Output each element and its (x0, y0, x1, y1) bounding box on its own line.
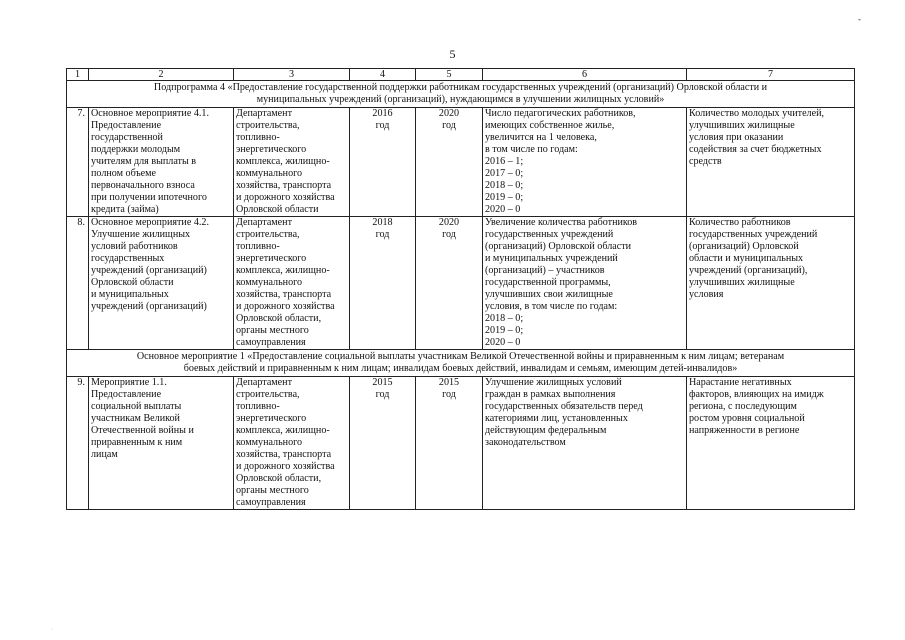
measure-name-line: поддержки молодым (91, 144, 181, 155)
executor-cell (234, 217, 350, 350)
expected-result-cell (483, 217, 687, 350)
executor-line: Орловской области, (236, 313, 322, 324)
executor-line: энергетического (236, 413, 307, 424)
executor-line: строительства, (236, 389, 300, 400)
expected-result-line: 2017 – 0; (485, 168, 524, 179)
measure-name-line: Предоставление (91, 120, 162, 131)
end-year-line: год (442, 120, 456, 131)
corner-mark: - (858, 14, 861, 24)
measure-name-line: кредита (займа) (91, 204, 159, 215)
section-title (67, 81, 855, 108)
col-header-2: 2 (89, 69, 234, 81)
measure-name-line: социальной выплаты (91, 401, 182, 412)
executor-line: и дорожного хозяйства (236, 192, 335, 203)
executor-line: комплекса, жилищно- (236, 156, 330, 167)
start-year-line: 2016 (372, 108, 393, 119)
consequence-line: (организаций) Орловской (689, 241, 799, 252)
start-year-line: год (375, 120, 390, 131)
start-year-cell (350, 217, 416, 350)
measure-name-cell (89, 108, 234, 217)
executor-line: Орловской области (236, 204, 319, 215)
expected-result-line: государственных обязательств перед (485, 401, 643, 412)
consequence-line: средств (689, 156, 722, 167)
table-row (67, 377, 855, 510)
executor-line: коммунального (236, 277, 303, 288)
end-year-cell (416, 108, 483, 217)
executor-line: хозяйства, транспорта (236, 449, 332, 460)
consequence-line: условия при оказании (689, 132, 784, 143)
executor-line: энергетического (236, 144, 307, 155)
expected-result-line: (организаций) Орловской области (485, 241, 632, 252)
section-title-line: Подпрограмма 4 «Предоставление государственной поддержки работникам государственных учреждений (организаций) Орловской области и (153, 82, 768, 93)
executor-line: Департамент (236, 108, 292, 119)
section-title-line: муниципальных учреждений (организаций), нуждающимся в улучшении жилищных условий» (256, 94, 665, 105)
consequence-cell (687, 377, 855, 510)
measure-name-line: учреждений (организаций) (91, 265, 207, 276)
start-year-line: 2018 (372, 217, 393, 228)
col-header-1: 1 (67, 69, 89, 81)
col-header-7: 7 (687, 69, 855, 81)
measure-name-line: государственной (91, 132, 163, 143)
col-header-5: 5 (416, 69, 483, 81)
expected-result-line: и муниципальных учреждений (485, 253, 618, 264)
expected-result-line: 2020 – 0 (485, 204, 521, 215)
start-year-line: год (375, 389, 390, 400)
end-year-line: год (442, 229, 456, 240)
expected-result-line: государственных учреждений (485, 229, 614, 240)
measure-name-line: первоначального взноса (91, 180, 195, 191)
executor-line: коммунального (236, 437, 303, 448)
end-year-line: 2020 (438, 217, 460, 228)
start-year-line: 2015 (372, 377, 393, 388)
measure-name-line: учителям для выплаты в (91, 156, 197, 167)
consequence-line: Нарастание негативных (689, 377, 792, 388)
expected-result-line: улучшивших свои жилищные (485, 289, 613, 300)
measure-name-cell (89, 217, 234, 350)
measure-name-line: Орловской области (91, 277, 174, 288)
executor-line: строительства, (236, 120, 300, 131)
measure-name-line: Предоставление (91, 389, 162, 400)
table-body (67, 69, 855, 510)
measure-name-line: полном объеме (91, 168, 157, 179)
executor-line: топливно- (236, 401, 280, 412)
consequence-cell (687, 217, 855, 350)
end-year-line: год (442, 389, 456, 400)
expected-result-line: 2019 – 0; (485, 192, 524, 203)
executor-line: комплекса, жилищно- (236, 425, 330, 436)
table-row (67, 217, 855, 350)
col-header-3: 3 (234, 69, 350, 81)
executor-line: органы местного (236, 325, 309, 336)
end-year-line: 2015 (438, 377, 460, 388)
measure-name-line: условий работников (91, 241, 178, 252)
executor-line: самоуправления (236, 497, 306, 508)
expected-result-cell (483, 377, 687, 510)
section-title-line: боевых действий и приравненным к ним лицам; инвалидам боевых действий, инвалидам и семьям, имеющим детей-инвалидов» (183, 363, 738, 374)
executor-cell (234, 377, 350, 510)
row-number-cell: 8. (67, 217, 89, 350)
measure-name-line: Мероприятие 1.1. (91, 377, 167, 388)
measure-name-line: учреждений (организаций) (91, 301, 207, 312)
executor-line: Орловской области, (236, 473, 322, 484)
consequence-line: государственных учреждений (689, 229, 818, 240)
executor-line: комплекса, жилищно- (236, 265, 330, 276)
measure-name-line: приравненным к ним (91, 437, 183, 448)
executor-line: энергетического (236, 253, 307, 264)
executor-line: коммунального (236, 168, 303, 179)
end-year-line: 2020 (438, 108, 460, 119)
expected-result-line: условия, в том числе по годам: (485, 301, 618, 312)
executor-line: строительства, (236, 229, 300, 240)
end-year-cell (416, 377, 483, 510)
expected-result-line: Число педагогических работников, (485, 108, 636, 119)
expected-result-line: категориями лиц, установленных (485, 413, 628, 424)
row-number-cell: 7. (67, 108, 89, 217)
scan-dot: · (51, 627, 53, 633)
expected-result-line: действующим федеральным (485, 425, 607, 436)
measure-name-line: Основное мероприятие 4.2. (91, 217, 209, 228)
measure-name-line: и муниципальных (91, 289, 169, 300)
table-row (67, 108, 855, 217)
executor-line: органы местного (236, 485, 309, 496)
col-header-6: 6 (483, 69, 687, 81)
measure-name-line: государственных (91, 253, 165, 264)
consequence-line: улучшивших жилищные (689, 277, 795, 288)
executor-line: Департамент (236, 217, 292, 228)
measures-table (66, 68, 855, 510)
measure-name-line: Отечественной войны и (91, 425, 194, 436)
start-year-line: год (375, 229, 390, 240)
expected-result-line: 2019 – 0; (485, 325, 524, 336)
consequence-line: региона, с последующим (689, 401, 797, 412)
expected-result-line: 2018 – 0; (485, 180, 524, 191)
expected-result-cell (483, 108, 687, 217)
consequence-line: факторов, влияющих на имидж (689, 389, 824, 400)
executor-line: хозяйства, транспорта (236, 180, 332, 191)
measure-name-line: Основное мероприятие 4.1. (91, 108, 209, 119)
end-year-cell (416, 217, 483, 350)
consequence-line: учреждений (организаций), (689, 265, 808, 276)
section-title-line: Основное мероприятие 1 «Предоставление социальной выплаты участникам Великой Отечественной войны и приравненным к ним лицам; ветеранам (136, 351, 785, 362)
expected-result-line: 2018 – 0; (485, 313, 524, 324)
column-number-row (67, 69, 855, 81)
consequence-line: содействия за счет бюджетных (689, 144, 822, 155)
section-header-row (67, 350, 855, 377)
row-number-cell: 9. (67, 377, 89, 510)
expected-result-line: 2016 – 1; (485, 156, 524, 167)
consequence-line: ростом уровня социальной (689, 413, 805, 424)
consequence-line: Количество молодых учителей, (689, 108, 824, 119)
consequence-line: условия (689, 289, 724, 300)
consequence-cell (687, 108, 855, 217)
expected-result-line: граждан в рамках выполнения (485, 389, 616, 400)
consequence-line: улучшивших жилищные (689, 120, 795, 131)
executor-line: и дорожного хозяйства (236, 301, 335, 312)
expected-result-line: имеющих собственное жилье, (485, 120, 615, 131)
expected-result-line: 2020 – 0 (485, 337, 521, 348)
executor-line: Департамент (236, 377, 292, 388)
expected-result-line: (организаций) – участников (485, 265, 605, 276)
col-header-4: 4 (350, 69, 416, 81)
executor-line: и дорожного хозяйства (236, 461, 335, 472)
measure-name-line: Улучшение жилищных (91, 229, 191, 240)
expected-result-line: Улучшение жилищных условий (485, 377, 622, 388)
measure-name-line: участникам Великой (91, 413, 180, 424)
page-number: 5 (449, 47, 456, 61)
section-title (67, 350, 855, 377)
executor-line: хозяйства, транспорта (236, 289, 332, 300)
consequence-line: области и муниципальных (689, 253, 804, 264)
executor-cell (234, 108, 350, 217)
expected-result-line: государственной программы, (485, 277, 611, 288)
executor-line: самоуправления (236, 337, 306, 348)
executor-line: топливно- (236, 241, 280, 252)
start-year-cell (350, 108, 416, 217)
expected-result-line: законодательством (485, 437, 566, 448)
expected-result-line: Увеличение количества работников (485, 217, 638, 228)
section-header-row (67, 81, 855, 108)
measure-name-cell (89, 377, 234, 510)
consequence-line: Количество работников (689, 217, 791, 228)
expected-result-line: увеличится на 1 человека, (485, 132, 597, 143)
measure-name-line: при получении ипотечного (91, 192, 207, 203)
consequence-line: напряженности в регионе (689, 425, 800, 436)
measure-name-line: лицам (91, 449, 118, 460)
start-year-cell (350, 377, 416, 510)
expected-result-line: в том числе по годам: (485, 144, 578, 155)
executor-line: топливно- (236, 132, 280, 143)
